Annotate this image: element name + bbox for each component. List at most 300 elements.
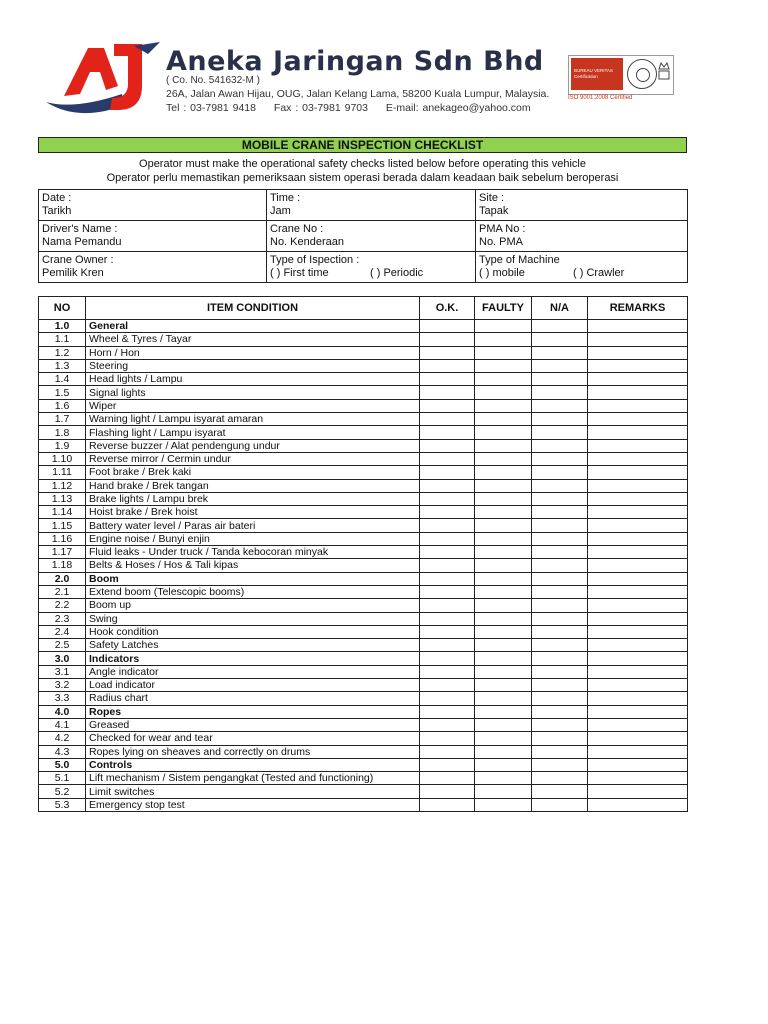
table-row <box>39 479 688 492</box>
remarks-cell[interactable] <box>588 652 688 665</box>
item-number: 4.1 <box>39 718 86 731</box>
item-number: 5.2 <box>39 785 86 798</box>
na-cell[interactable] <box>532 333 588 346</box>
na-cell[interactable] <box>532 665 588 678</box>
column-faulty: FAULTY <box>475 297 532 320</box>
item-condition: Load indicator <box>86 679 420 692</box>
na-cell[interactable] <box>532 320 588 333</box>
item-number: 1.15 <box>39 519 86 532</box>
table-row <box>39 665 688 678</box>
item-condition: Wheel & Tyres / Tayar <box>86 333 420 346</box>
ok-cell[interactable] <box>420 798 475 811</box>
item-number: 1.12 <box>39 479 86 492</box>
item-number: 3.2 <box>39 679 86 692</box>
remarks-cell[interactable] <box>588 625 688 638</box>
table-row <box>39 413 688 426</box>
remarks-cell[interactable] <box>588 758 688 771</box>
item-number: 1.11 <box>39 466 86 479</box>
ok-cell[interactable] <box>420 625 475 638</box>
na-cell[interactable] <box>532 692 588 705</box>
first-time-checkbox[interactable]: ( ) First time <box>270 267 329 279</box>
table-row <box>39 625 688 638</box>
remarks-cell[interactable] <box>588 320 688 333</box>
faulty-cell[interactable] <box>475 546 532 559</box>
table-row <box>39 373 688 386</box>
fax: Fax : 03-7981 9703 <box>273 102 368 114</box>
na-cell[interactable] <box>532 679 588 692</box>
item-condition: Boom <box>86 572 420 585</box>
na-cell[interactable] <box>532 452 588 465</box>
na-cell[interactable] <box>532 798 588 811</box>
remarks-cell[interactable] <box>588 546 688 559</box>
field-sublabel: No. PMA <box>479 236 524 248</box>
remarks-cell[interactable] <box>588 772 688 785</box>
field-label: PMA No : <box>479 223 526 235</box>
remarks-cell[interactable] <box>588 479 688 492</box>
faulty-cell[interactable] <box>475 426 532 439</box>
remarks-cell[interactable] <box>588 346 688 359</box>
remarks-cell[interactable] <box>588 333 688 346</box>
table-row <box>39 399 688 412</box>
form-title: MOBILE CRANE INSPECTION CHECKLIST <box>38 137 687 153</box>
item-number: 1.3 <box>39 359 86 372</box>
section-row <box>39 758 688 771</box>
details-row <box>39 190 688 221</box>
item-number: 1.4 <box>39 373 86 386</box>
item-number: 4.3 <box>39 745 86 758</box>
item-number: 2.4 <box>39 625 86 638</box>
remarks-cell[interactable] <box>588 492 688 505</box>
item-number: 1.14 <box>39 506 86 519</box>
details-row <box>39 252 688 283</box>
ok-cell[interactable] <box>420 373 475 386</box>
inspection-checklist <box>38 296 688 812</box>
item-condition: Signal lights <box>86 386 420 399</box>
ok-cell[interactable] <box>420 665 475 678</box>
column-ok: O.K. <box>420 297 475 320</box>
item-condition: Indicators <box>86 652 420 665</box>
faulty-cell[interactable] <box>475 785 532 798</box>
iso-caption: ISO 9001:2008 Certified <box>568 95 633 101</box>
checklist-header <box>39 297 688 320</box>
certification-seal-icon <box>627 59 657 89</box>
item-condition: Hoist brake / Brek hoist <box>86 506 420 519</box>
item-condition: Wiper <box>86 399 420 412</box>
table-row <box>39 546 688 559</box>
ok-cell[interactable] <box>420 320 475 333</box>
ok-cell[interactable] <box>420 679 475 692</box>
item-condition: Swing <box>86 612 420 625</box>
faulty-cell[interactable] <box>475 612 532 625</box>
ok-cell[interactable] <box>420 426 475 439</box>
remarks-cell[interactable] <box>588 718 688 731</box>
item-number: 2.2 <box>39 599 86 612</box>
table-row <box>39 599 688 612</box>
faulty-cell[interactable] <box>475 559 532 572</box>
faulty-cell[interactable] <box>475 452 532 465</box>
remarks-cell[interactable] <box>588 705 688 718</box>
details-row <box>39 221 688 252</box>
table-row <box>39 452 688 465</box>
item-number: 2.3 <box>39 612 86 625</box>
item-condition: General <box>86 320 420 333</box>
na-cell[interactable] <box>532 559 588 572</box>
item-number: 4.2 <box>39 732 86 745</box>
ok-cell[interactable] <box>420 692 475 705</box>
column-remarks: REMARKS <box>588 297 688 320</box>
ok-cell[interactable] <box>420 333 475 346</box>
ok-cell[interactable] <box>420 546 475 559</box>
table-row <box>39 612 688 625</box>
remarks-cell[interactable] <box>588 692 688 705</box>
email[interactable]: E-mail: anekageo@yahoo.com <box>385 102 531 114</box>
faulty-cell[interactable] <box>475 346 532 359</box>
faulty-cell[interactable] <box>475 413 532 426</box>
na-cell[interactable] <box>532 772 588 785</box>
faulty-cell[interactable] <box>475 585 532 598</box>
faulty-cell[interactable] <box>475 718 532 731</box>
item-number: 1.7 <box>39 413 86 426</box>
item-number: 1.9 <box>39 439 86 452</box>
remarks-cell[interactable] <box>588 612 688 625</box>
item-condition: Head lights / Lampu <box>86 373 420 386</box>
ok-cell[interactable] <box>420 466 475 479</box>
ok-cell[interactable] <box>420 785 475 798</box>
na-cell[interactable] <box>532 585 588 598</box>
ok-cell[interactable] <box>420 452 475 465</box>
item-condition: Flashing light / Lampu isyarat <box>86 426 420 439</box>
section-row <box>39 705 688 718</box>
remarks-cell[interactable] <box>588 439 688 452</box>
remarks-cell[interactable] <box>588 745 688 758</box>
ok-cell[interactable] <box>420 399 475 412</box>
ok-cell[interactable] <box>420 359 475 372</box>
na-cell[interactable] <box>532 386 588 399</box>
na-cell[interactable] <box>532 612 588 625</box>
ok-cell[interactable] <box>420 506 475 519</box>
remarks-cell[interactable] <box>588 585 688 598</box>
aj-logo-icon <box>44 40 164 120</box>
item-condition: Brake lights / Lampu brek <box>86 492 420 505</box>
field-label: Date : <box>42 192 72 204</box>
item-number: 1.2 <box>39 346 86 359</box>
table-row <box>39 692 688 705</box>
faulty-cell[interactable] <box>475 732 532 745</box>
item-number: 4.0 <box>39 705 86 718</box>
faulty-cell[interactable] <box>475 599 532 612</box>
company-name: Aneka Jaringan Sdn Bhd <box>166 46 544 77</box>
faulty-cell[interactable] <box>475 692 532 705</box>
table-row <box>39 798 688 811</box>
item-condition: Steering <box>86 359 420 372</box>
section-row <box>39 572 688 585</box>
field-label: Type of Machine <box>479 254 560 266</box>
iso-certification-badge <box>568 55 674 95</box>
ok-cell[interactable] <box>420 652 475 665</box>
item-condition: Engine noise / Bunyi enjin <box>86 532 420 545</box>
ok-cell[interactable] <box>420 386 475 399</box>
remarks-cell[interactable] <box>588 413 688 426</box>
faulty-cell[interactable] <box>475 506 532 519</box>
remarks-cell[interactable] <box>588 386 688 399</box>
column-na: N/A <box>532 297 588 320</box>
remarks-cell[interactable] <box>588 519 688 532</box>
na-cell[interactable] <box>532 599 588 612</box>
faulty-cell[interactable] <box>475 466 532 479</box>
item-number: 1.5 <box>39 386 86 399</box>
remarks-cell[interactable] <box>588 665 688 678</box>
remarks-cell[interactable] <box>588 732 688 745</box>
table-row <box>39 333 688 346</box>
na-cell[interactable] <box>532 519 588 532</box>
table-row <box>39 785 688 798</box>
na-cell[interactable] <box>532 705 588 718</box>
remarks-cell[interactable] <box>588 785 688 798</box>
item-number: 5.0 <box>39 758 86 771</box>
item-condition: Angle indicator <box>86 665 420 678</box>
na-cell[interactable] <box>532 785 588 798</box>
item-number: 1.10 <box>39 452 86 465</box>
faulty-cell[interactable] <box>475 705 532 718</box>
crawler-checkbox[interactable]: ( ) Crawler <box>573 267 625 279</box>
na-cell[interactable] <box>532 718 588 731</box>
remarks-cell[interactable] <box>588 639 688 652</box>
pma-no-field[interactable] <box>476 221 688 252</box>
faulty-cell[interactable] <box>475 679 532 692</box>
item-condition: Extend boom (Telescopic booms) <box>86 585 420 598</box>
ok-cell[interactable] <box>420 439 475 452</box>
table-row <box>39 386 688 399</box>
remarks-cell[interactable] <box>588 679 688 692</box>
column-no: NO <box>39 297 86 320</box>
na-cell[interactable] <box>532 373 588 386</box>
item-condition: Boom up <box>86 599 420 612</box>
time-field[interactable] <box>267 190 476 221</box>
faulty-cell[interactable] <box>475 665 532 678</box>
item-condition: Reverse mirror / Cermin undur <box>86 452 420 465</box>
ok-cell[interactable] <box>420 639 475 652</box>
remarks-cell[interactable] <box>588 532 688 545</box>
remarks-cell[interactable] <box>588 399 688 412</box>
table-row <box>39 346 688 359</box>
table-row <box>39 532 688 545</box>
faulty-cell[interactable] <box>475 798 532 811</box>
remarks-cell[interactable] <box>588 359 688 372</box>
site-field[interactable] <box>476 190 688 221</box>
remarks-cell[interactable] <box>588 426 688 439</box>
instruction-english: Operator must make the operational safety checks listed below before operating this vehicle <box>139 158 586 170</box>
machine-type-field <box>476 252 688 283</box>
faulty-cell[interactable] <box>475 373 532 386</box>
remarks-cell[interactable] <box>588 506 688 519</box>
item-number: 2.0 <box>39 572 86 585</box>
field-label: Site : <box>479 192 505 204</box>
faulty-cell[interactable] <box>475 439 532 452</box>
na-cell[interactable] <box>532 479 588 492</box>
date-field[interactable] <box>39 190 267 221</box>
na-cell[interactable] <box>532 546 588 559</box>
faulty-cell[interactable] <box>475 386 532 399</box>
table-row <box>39 732 688 745</box>
ok-cell[interactable] <box>420 585 475 598</box>
field-sublabel: Tapak <box>479 205 509 217</box>
section-row <box>39 320 688 333</box>
na-cell[interactable] <box>532 732 588 745</box>
ok-cell[interactable] <box>420 772 475 785</box>
na-cell[interactable] <box>532 652 588 665</box>
na-cell[interactable] <box>532 359 588 372</box>
na-cell[interactable] <box>532 639 588 652</box>
table-row <box>39 679 688 692</box>
item-number: 1.8 <box>39 426 86 439</box>
column-item-condition: ITEM CONDITION <box>86 297 420 320</box>
item-number: 1.17 <box>39 546 86 559</box>
item-condition: Foot brake / Brek kaki <box>86 466 420 479</box>
faulty-cell[interactable] <box>475 532 532 545</box>
ok-cell[interactable] <box>420 492 475 505</box>
table-row <box>39 585 688 598</box>
item-number: 3.1 <box>39 665 86 678</box>
ok-cell[interactable] <box>420 559 475 572</box>
remarks-cell[interactable] <box>588 466 688 479</box>
item-condition: Greased <box>86 718 420 731</box>
ok-cell[interactable] <box>420 519 475 532</box>
telephone: Tel : 03-7981 9418 <box>166 102 256 114</box>
inspection-type-field <box>267 252 476 283</box>
item-number: 5.1 <box>39 772 86 785</box>
ok-cell[interactable] <box>420 718 475 731</box>
item-number: 1.13 <box>39 492 86 505</box>
item-condition: Ropes <box>86 705 420 718</box>
item-condition: Fluid leaks - Under truck / Tanda kebocoran minyak <box>86 546 420 559</box>
ok-cell[interactable] <box>420 572 475 585</box>
item-number: 1.6 <box>39 399 86 412</box>
na-cell[interactable] <box>532 399 588 412</box>
item-condition: Battery water level / Paras air bateri <box>86 519 420 532</box>
faulty-cell[interactable] <box>475 333 532 346</box>
table-row <box>39 745 688 758</box>
na-cell[interactable] <box>532 492 588 505</box>
item-condition: Ropes lying on sheaves and correctly on drums <box>86 745 420 758</box>
crane-no-field[interactable] <box>267 221 476 252</box>
item-condition: Radius chart <box>86 692 420 705</box>
remarks-cell[interactable] <box>588 599 688 612</box>
company-contact <box>166 102 545 114</box>
ok-cell[interactable] <box>420 479 475 492</box>
item-condition: Horn / Hon <box>86 346 420 359</box>
ok-cell[interactable] <box>420 745 475 758</box>
faulty-cell[interactable] <box>475 572 532 585</box>
na-cell[interactable] <box>532 758 588 771</box>
section-row <box>39 652 688 665</box>
item-condition: Warning light / Lampu isyarat amaran <box>86 413 420 426</box>
faulty-cell[interactable] <box>475 639 532 652</box>
table-row <box>39 772 688 785</box>
field-sublabel: Pemilik Kren <box>42 267 104 279</box>
item-number: 1.0 <box>39 320 86 333</box>
na-cell[interactable] <box>532 439 588 452</box>
faulty-cell[interactable] <box>475 359 532 372</box>
field-label: Type of Ispection : <box>270 254 360 266</box>
ok-cell[interactable] <box>420 413 475 426</box>
ok-cell[interactable] <box>420 758 475 771</box>
remarks-cell[interactable] <box>588 452 688 465</box>
item-condition: Reverse buzzer / Alat pendengung undur <box>86 439 420 452</box>
company-registration-no: ( Co. No. 541632-M ) <box>166 75 260 86</box>
ok-cell[interactable] <box>420 599 475 612</box>
ok-cell[interactable] <box>420 532 475 545</box>
ok-cell[interactable] <box>420 732 475 745</box>
checklist-rows <box>39 320 688 812</box>
ok-cell[interactable] <box>420 346 475 359</box>
driver-name-field[interactable] <box>39 221 267 252</box>
na-cell[interactable] <box>532 532 588 545</box>
mobile-checkbox[interactable]: ( ) mobile <box>479 267 525 279</box>
inspection-details <box>38 189 688 283</box>
faulty-cell[interactable] <box>475 745 532 758</box>
faulty-cell[interactable] <box>475 519 532 532</box>
faulty-cell[interactable] <box>475 758 532 771</box>
field-sublabel: Nama Pemandu <box>42 236 122 248</box>
periodic-checkbox[interactable]: ( ) Periodic <box>370 267 424 279</box>
table-row <box>39 492 688 505</box>
item-condition: Safety Latches <box>86 639 420 652</box>
faulty-cell[interactable] <box>475 492 532 505</box>
na-cell[interactable] <box>532 625 588 638</box>
field-label: Crane Owner : <box>42 254 114 266</box>
faulty-cell[interactable] <box>475 320 532 333</box>
letterhead <box>0 0 768 130</box>
remarks-cell[interactable] <box>588 559 688 572</box>
na-cell[interactable] <box>532 413 588 426</box>
remarks-cell[interactable] <box>588 572 688 585</box>
ok-cell[interactable] <box>420 705 475 718</box>
table-row <box>39 426 688 439</box>
table-row <box>39 559 688 572</box>
item-number: 3.0 <box>39 652 86 665</box>
item-condition: Hand brake / Brek tangan <box>86 479 420 492</box>
na-cell[interactable] <box>532 506 588 519</box>
faulty-cell[interactable] <box>475 625 532 638</box>
item-number: 2.1 <box>39 585 86 598</box>
ok-cell[interactable] <box>420 612 475 625</box>
item-number: 2.5 <box>39 639 86 652</box>
faulty-cell[interactable] <box>475 399 532 412</box>
field-sublabel: Tarikh <box>42 205 72 217</box>
field-sublabel: Jam <box>270 205 291 217</box>
table-row <box>39 359 688 372</box>
table-row <box>39 439 688 452</box>
remarks-cell[interactable] <box>588 373 688 386</box>
faulty-cell[interactable] <box>475 652 532 665</box>
company-address: 26A, Jalan Awan Hijau, OUG, Jalan Kelang Lama, 58200 Kuala Lumpur, Malaysia. <box>166 88 550 100</box>
crane-owner-field[interactable] <box>39 252 267 283</box>
na-cell[interactable] <box>532 572 588 585</box>
bureau-veritas-mark-icon: BUREAU VERITAS Certification <box>571 58 623 90</box>
na-cell[interactable] <box>532 346 588 359</box>
item-number: 1.1 <box>39 333 86 346</box>
faulty-cell[interactable] <box>475 479 532 492</box>
faulty-cell[interactable] <box>475 772 532 785</box>
na-cell[interactable] <box>532 466 588 479</box>
na-cell[interactable] <box>532 745 588 758</box>
na-cell[interactable] <box>532 426 588 439</box>
instruction-malay: Operator perlu memastikan pemeriksaan sistem operasi berada dalam keadaan baik sebelum beroperasi <box>106 172 619 184</box>
table-row <box>39 466 688 479</box>
item-condition: Belts & Hoses / Hos & Tali kipas <box>86 559 420 572</box>
item-condition: Lift mechanism / Sistem pengangkat (Tested and functioning) <box>86 772 420 785</box>
remarks-cell[interactable] <box>588 798 688 811</box>
